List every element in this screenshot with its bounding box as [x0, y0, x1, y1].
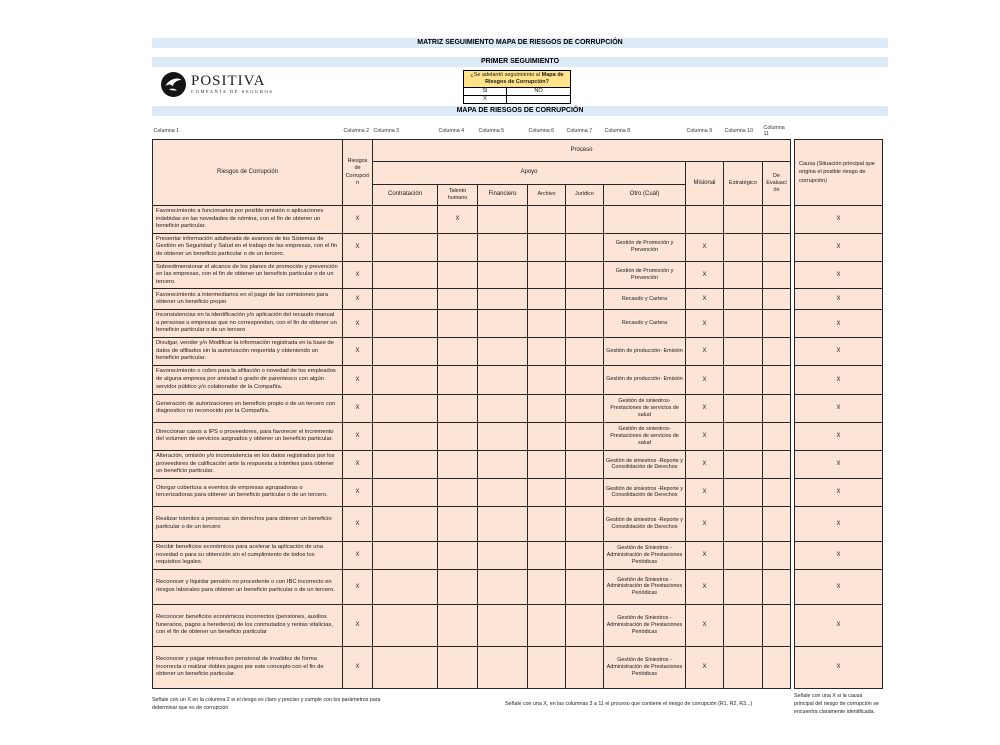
mark-cell-estrategico[interactable]	[724, 422, 763, 450]
risk-row	[153, 310, 883, 338]
mark-cell-de-evaluacion[interactable]	[763, 569, 791, 604]
mark-cell-misional[interactable]: X	[686, 394, 724, 422]
mark-cell-riesgo-corrupcion[interactable]: X	[343, 506, 373, 541]
column-label: Columna 8	[604, 125, 686, 140]
mark-cell-financiero[interactable]	[478, 569, 528, 604]
mark-cell-juridico[interactable]	[566, 541, 604, 569]
risk-description-cell: Reconocer y liquidar pensión no procedente o con IBC incorrecto en riesgos laborales para obtener un beneficio particular o de un tercero.	[153, 569, 343, 604]
mark-cell-financiero[interactable]	[478, 365, 528, 394]
positiva-bird-icon	[160, 71, 187, 98]
otro-process-cell: Gestión de Promoción y Prevención	[604, 233, 686, 261]
risk-row	[153, 506, 883, 541]
risk-row	[153, 233, 883, 261]
mark-cell-causa[interactable]: X	[795, 646, 883, 688]
otro-process-cell: Gestión de Siniestros - Administración de Prestaciones Periódicas	[604, 646, 686, 688]
header-riesgos-col2: Riesgos de Corrupción	[343, 140, 373, 206]
risk-row	[153, 206, 883, 234]
footnote-columns-3-11: Señale con una X, en las columnas 3 a 11 el proceso que contiene el riesgo de corrupción (R1, R2, R3...)	[505, 700, 753, 707]
mark-cell-contratacion[interactable]	[373, 506, 438, 541]
mark-cell-archivo[interactable]	[528, 541, 566, 569]
mark-cell-juridico[interactable]	[566, 261, 604, 289]
mark-cell-estrategico[interactable]	[724, 604, 763, 646]
mark-cell-misional[interactable]: X	[686, 604, 724, 646]
mark-cell-archivo[interactable]	[528, 422, 566, 450]
mark-cell-riesgo-corrupcion[interactable]: X	[343, 206, 373, 234]
mark-cell-causa[interactable]: X	[795, 541, 883, 569]
mark-cell-estrategico[interactable]	[724, 233, 763, 261]
mark-cell-misional[interactable]: X	[686, 422, 724, 450]
mark-cell-riesgo-corrupcion[interactable]: X	[343, 478, 373, 506]
risk-row	[153, 338, 883, 366]
mark-cell-riesgo-corrupcion[interactable]: X	[343, 422, 373, 450]
options-row	[464, 88, 571, 96]
column-label: Columna 6	[528, 125, 566, 140]
mark-cell-juridico[interactable]	[566, 506, 604, 541]
mark-cell-financiero[interactable]	[478, 506, 528, 541]
mark-cell-contratacion[interactable]	[373, 365, 438, 394]
risk-description-cell: Inconsistencias en la identificación y/o aplicación del recaudo manual a personas u empresas que no correspondan, con el fin de obtener un beneficio particular o de un tercero	[153, 310, 343, 338]
mark-cell-estrategico[interactable]	[724, 569, 763, 604]
risk-description-cell: Reconocer beneficios económicos incorrectos (pensiones, auxilios funerarios, pagos a herederos) de los conmutados y rentas vitalicias, con el fin de obtener un beneficio particular	[153, 604, 343, 646]
risk-rows-body	[153, 206, 883, 689]
mark-cell-riesgo-corrupcion[interactable]: X	[343, 604, 373, 646]
otro-process-cell: Gestión de siniestros- Prestaciones de servicios de salud	[604, 422, 686, 450]
column-label: Columna 7	[566, 125, 604, 140]
column-label: Columna 2	[343, 125, 373, 140]
mark-cell-causa[interactable]: X	[795, 422, 883, 450]
mark-cell-riesgo-corrupcion[interactable]: X	[343, 338, 373, 366]
mark-cell-causa[interactable]: X	[795, 310, 883, 338]
header-financiero: Financiero	[478, 185, 528, 206]
mark-cell-contratacion[interactable]	[373, 604, 438, 646]
mark-cell-misional[interactable]: X	[686, 233, 724, 261]
mark-cell-causa[interactable]: X	[795, 338, 883, 366]
otro-process-cell: Recaudo y Cartera	[604, 310, 686, 338]
yes-answer-cell[interactable]: X	[464, 96, 507, 104]
column-label: Columna 10	[724, 125, 763, 140]
mark-cell-causa[interactable]: X	[795, 506, 883, 541]
mark-cell-archivo[interactable]	[528, 394, 566, 422]
mark-cell-archivo[interactable]	[528, 365, 566, 394]
followup-question-box	[463, 70, 571, 104]
worksheet	[152, 38, 888, 738]
mark-cell-archivo[interactable]	[528, 310, 566, 338]
mark-cell-financiero[interactable]	[478, 338, 528, 366]
header-proceso: Proceso	[373, 140, 791, 162]
otro-process-cell: Gestión de siniestros- Prestaciones de servicios de salud	[604, 394, 686, 422]
mark-cell-archivo[interactable]	[528, 450, 566, 478]
risk-description-cell: Reconocer y pagar retroactivo pensional de invalidez de forma incorrecta o realizar dobles pagos por este concepto con el fin de obtener un beneficio particular.	[153, 646, 343, 688]
mark-cell-financiero[interactable]	[478, 206, 528, 234]
mark-cell-de-evaluacion[interactable]	[763, 206, 791, 234]
header-otro: Otro (Cuál)	[604, 185, 686, 206]
header-juridico: Jurídico	[566, 185, 604, 206]
mark-cell-riesgo-corrupcion[interactable]: X	[343, 233, 373, 261]
footnote-causa: Señale con una X si la causa principal del riesgo de corrupción se encuentra claramente identificada.	[794, 692, 879, 715]
mark-cell-juridico[interactable]	[566, 478, 604, 506]
otro-process-cell: Recaudo y Cartera	[604, 289, 686, 310]
mark-cell-financiero[interactable]	[478, 541, 528, 569]
mark-cell-de-evaluacion[interactable]	[763, 338, 791, 366]
header-riesgos-col1: Riesgos de Corrupción	[153, 140, 343, 206]
mark-cell-estrategico[interactable]	[724, 365, 763, 394]
mark-cell-estrategico[interactable]	[724, 338, 763, 366]
logo-tagline: COMPAÑÍA DE SEGUROS	[191, 89, 274, 95]
mark-cell-talento-humano[interactable]	[438, 646, 478, 688]
otro-process-cell	[604, 206, 686, 234]
question-text	[464, 71, 571, 88]
mark-cell-juridico[interactable]	[566, 422, 604, 450]
mark-cell-causa[interactable]: X	[795, 261, 883, 289]
question-row	[464, 71, 571, 88]
mark-cell-contratacion[interactable]	[373, 233, 438, 261]
followup-title-bar: PRIMER SEGUIMIENTO	[152, 57, 888, 67]
mark-cell-talento-humano[interactable]	[438, 289, 478, 310]
mark-cell-juridico[interactable]	[566, 646, 604, 688]
mark-cell-de-evaluacion[interactable]	[763, 478, 791, 506]
mark-cell-misional[interactable]	[686, 206, 724, 234]
otro-process-cell: Gestión de Promoción y Prevención	[604, 261, 686, 289]
header-causa: Causa (Situación principal que origina el posible riesgo de corrupción)	[795, 140, 883, 206]
brand-row	[152, 70, 888, 103]
mark-cell-riesgo-corrupcion[interactable]: X	[343, 365, 373, 394]
mark-cell-archivo[interactable]	[528, 233, 566, 261]
mark-cell-de-evaluacion[interactable]	[763, 365, 791, 394]
column-labels-row	[153, 125, 883, 140]
mark-cell-riesgo-corrupcion[interactable]: X	[343, 646, 373, 688]
mark-cell-riesgo-corrupcion[interactable]: X	[343, 569, 373, 604]
risk-row	[153, 541, 883, 569]
no-answer-cell[interactable]	[506, 96, 570, 104]
header-archivo: Archivo	[528, 185, 566, 206]
header-de-evaluacion: De Evaluación	[763, 162, 791, 206]
question-bold: Mapa de Riesgos de Corrupción?	[485, 72, 564, 86]
mark-cell-juridico[interactable]	[566, 569, 604, 604]
mark-cell-misional[interactable]: X	[686, 261, 724, 289]
mark-cell-contratacion[interactable]	[373, 422, 438, 450]
header-talento-humano: Talento humano	[438, 185, 478, 206]
mark-cell-misional[interactable]: X	[686, 506, 724, 541]
mark-cell-financiero[interactable]	[478, 646, 528, 688]
mark-cell-archivo[interactable]	[528, 338, 566, 366]
mark-cell-financiero[interactable]	[478, 310, 528, 338]
mark-cell-estrategico[interactable]	[724, 541, 763, 569]
mark-cell-talento-humano[interactable]	[438, 394, 478, 422]
mark-cell-contratacion[interactable]	[373, 394, 438, 422]
header-estrategico: Estratégico	[724, 162, 763, 206]
mark-cell-estrategico[interactable]	[724, 506, 763, 541]
risk-row	[153, 289, 883, 310]
mark-cell-estrategico[interactable]	[724, 450, 763, 478]
mark-cell-causa[interactable]: X	[795, 478, 883, 506]
mark-cell-de-evaluacion[interactable]	[763, 646, 791, 688]
mark-cell-de-evaluacion[interactable]	[763, 394, 791, 422]
mark-cell-talento-humano[interactable]	[438, 310, 478, 338]
question-prefix: ¿Se adelantó seguimiento al	[470, 72, 542, 78]
otro-process-cell: Gestión de Siniestros - Administración de Prestaciones Periódicas	[604, 569, 686, 604]
mark-cell-juridico[interactable]	[566, 338, 604, 366]
otro-process-cell: Gestión de Siniestros - Administración de Prestaciones Periódicas	[604, 604, 686, 646]
mark-cell-riesgo-corrupcion[interactable]: X	[343, 394, 373, 422]
mark-cell-riesgo-corrupcion[interactable]: X	[343, 450, 373, 478]
header-misional: Misional	[686, 162, 724, 206]
mark-cell-archivo[interactable]	[528, 261, 566, 289]
mark-cell-juridico[interactable]	[566, 394, 604, 422]
mark-cell-de-evaluacion[interactable]	[763, 422, 791, 450]
mark-cell-de-evaluacion[interactable]	[763, 506, 791, 541]
risk-description-cell: Generación de autorizaciones en beneficio propio o de un tercero con diagnostico no reconocido por la Compañía.	[153, 394, 343, 422]
mark-cell-contratacion[interactable]	[373, 206, 438, 234]
column-label: Columna 4	[438, 125, 478, 140]
mark-cell-talento-humano[interactable]	[438, 569, 478, 604]
mark-cell-estrategico[interactable]	[724, 289, 763, 310]
mark-cell-contratacion[interactable]	[373, 478, 438, 506]
mark-cell-contratacion[interactable]	[373, 310, 438, 338]
mark-cell-contratacion[interactable]	[373, 646, 438, 688]
mark-cell-causa[interactable]: X	[795, 289, 883, 310]
header-contratacion: Contratación	[373, 185, 438, 206]
mark-cell-archivo[interactable]	[528, 478, 566, 506]
matrix-title-bar: MATRIZ SEGUIMIENTO MAPA DE RIESGOS DE CORRUPCIÓN	[152, 38, 888, 48]
column-label: Columna 9	[686, 125, 724, 140]
mark-cell-riesgo-corrupcion[interactable]: X	[343, 310, 373, 338]
column-label: Columna 5	[478, 125, 528, 140]
otro-process-cell: Gestión de siniestros -Reporte y Consolidación de Derechos	[604, 506, 686, 541]
column-label: Columna 1	[153, 125, 343, 140]
mark-cell-juridico[interactable]	[566, 450, 604, 478]
answer-row	[464, 96, 571, 104]
logo-text	[191, 74, 274, 95]
mark-cell-misional[interactable]: X	[686, 450, 724, 478]
risk-description-cell: Otorgar cobertura a eventos de empresas agrupadoras o tercerizadoras para obtener un beneficio particular o de un tercero.	[153, 478, 343, 506]
risk-description-cell: Realizar trámites a personas sin derechos para obtener un beneficio particular o de un tercero	[153, 506, 343, 541]
yes-label-cell: SI	[464, 88, 507, 96]
column-label: Columna 3	[373, 125, 438, 140]
risk-description-cell: Direccionar casos a IPS o proveedores, para favorecer el incremento del volumen de servicios asignados y obtener un beneficio particular.	[153, 422, 343, 450]
mark-cell-misional[interactable]: X	[686, 478, 724, 506]
mark-cell-de-evaluacion[interactable]	[763, 261, 791, 289]
mark-cell-talento-humano[interactable]	[438, 478, 478, 506]
mark-cell-causa[interactable]: X	[795, 450, 883, 478]
mark-cell-archivo[interactable]	[528, 604, 566, 646]
mark-cell-causa[interactable]: X	[795, 206, 883, 234]
mark-cell-juridico[interactable]	[566, 310, 604, 338]
mark-cell-estrategico[interactable]	[724, 261, 763, 289]
mark-cell-talento-humano[interactable]	[438, 233, 478, 261]
mark-cell-financiero[interactable]	[478, 450, 528, 478]
otro-process-cell: Gestión de siniestros -Reporte y Consolidación de Derechos	[604, 478, 686, 506]
mark-cell-misional[interactable]: X	[686, 289, 724, 310]
column-label-empty	[795, 125, 883, 140]
risk-description-cell: Recibir beneficios económicos para acelerar la aplicación de una novedad o para su obtención sin el cumplimiento de todos los requisitos legales.	[153, 541, 343, 569]
mark-cell-de-evaluacion[interactable]	[763, 310, 791, 338]
mark-cell-talento-humano[interactable]	[438, 422, 478, 450]
footnote-column2: Señale con un X en la columna 2 si el riesgo es claro y preciso y cumple con los parámetros para determinar que es de corrupción	[152, 696, 381, 711]
column-label: Columna 11	[763, 125, 791, 140]
mark-cell-de-evaluacion[interactable]	[763, 450, 791, 478]
mark-cell-contratacion[interactable]	[373, 541, 438, 569]
mark-cell-contratacion[interactable]	[373, 569, 438, 604]
mark-cell-talento-humano[interactable]	[438, 604, 478, 646]
mark-cell-talento-humano[interactable]	[438, 365, 478, 394]
no-label-cell: NO	[506, 88, 570, 96]
mark-cell-financiero[interactable]	[478, 289, 528, 310]
mark-cell-archivo[interactable]	[528, 506, 566, 541]
risk-matrix-table	[152, 125, 883, 689]
mark-cell-misional[interactable]: X	[686, 569, 724, 604]
mark-cell-misional[interactable]: X	[686, 541, 724, 569]
mark-cell-juridico[interactable]	[566, 289, 604, 310]
mark-cell-contratacion[interactable]	[373, 289, 438, 310]
logo-name: POSITIVA	[191, 73, 266, 90]
risk-row	[153, 450, 883, 478]
map-section-bar: MAPA DE RIESGOS DE CORRUPCIÓN	[152, 106, 888, 116]
otro-process-cell: Gestión de producción- Emisión	[604, 338, 686, 366]
mark-cell-estrategico[interactable]	[724, 206, 763, 234]
mark-cell-talento-humano[interactable]	[438, 541, 478, 569]
mark-cell-juridico[interactable]	[566, 365, 604, 394]
mark-cell-archivo[interactable]	[528, 206, 566, 234]
positiva-logo	[160, 71, 274, 98]
otro-process-cell: Gestión de producción- Emisión	[604, 365, 686, 394]
mark-cell-financiero[interactable]	[478, 422, 528, 450]
header-apoyo: Apoyo	[373, 162, 686, 185]
risk-description-cell: Divulgar, vender y/o Modificar la información registrada en la base de datos de afiliados sin la autorización requerida y obteniendo un beneficio particular.	[153, 338, 343, 366]
risk-row	[153, 261, 883, 289]
mark-cell-estrategico[interactable]	[724, 310, 763, 338]
mark-cell-financiero[interactable]	[478, 478, 528, 506]
mark-cell-talento-humano[interactable]	[438, 338, 478, 366]
mark-cell-contratacion[interactable]	[373, 261, 438, 289]
mark-cell-riesgo-corrupcion[interactable]: X	[343, 541, 373, 569]
risk-description-cell: Sobredimensionar el alcance de los planes de promoción y prevención en las empresas, con el fin de obtener un beneficio particular o de un tercero.	[153, 261, 343, 289]
mark-cell-causa[interactable]: X	[795, 365, 883, 394]
mark-cell-juridico[interactable]	[566, 604, 604, 646]
risk-description-cell: Favorecimiento a intermediarios en el pago de las comisiones para obtener un beneficio propio	[153, 289, 343, 310]
mark-cell-riesgo-corrupcion[interactable]: X	[343, 289, 373, 310]
risk-row	[153, 422, 883, 450]
risk-description-cell: Presentar información adulterada de avances de los Sistemas de Gestión en Seguridad y Salud en el trabajo de las empresas, con el fin de obtener un beneficio particular o de un tercero.	[153, 233, 343, 261]
mark-cell-estrategico[interactable]	[724, 478, 763, 506]
risk-row	[153, 569, 883, 604]
mark-cell-estrategico[interactable]	[724, 394, 763, 422]
mark-cell-contratacion[interactable]	[373, 450, 438, 478]
footnotes	[152, 693, 888, 738]
otro-process-cell: Gestión de siniestros -Reporte y Consolidación de Derechos	[604, 450, 686, 478]
mark-cell-misional[interactable]: X	[686, 365, 724, 394]
risk-row	[153, 365, 883, 394]
mark-cell-de-evaluacion[interactable]	[763, 289, 791, 310]
mark-cell-archivo[interactable]	[528, 289, 566, 310]
mark-cell-talento-humano[interactable]	[438, 450, 478, 478]
risk-row	[153, 604, 883, 646]
header-row-proceso	[153, 140, 883, 162]
mark-cell-misional[interactable]: X	[686, 338, 724, 366]
mark-cell-de-evaluacion[interactable]	[763, 604, 791, 646]
mark-cell-riesgo-corrupcion[interactable]: X	[343, 261, 373, 289]
mark-cell-financiero[interactable]	[478, 604, 528, 646]
mark-cell-misional[interactable]: X	[686, 646, 724, 688]
mark-cell-causa[interactable]: X	[795, 394, 883, 422]
risk-row	[153, 646, 883, 688]
mark-cell-causa[interactable]: X	[795, 604, 883, 646]
risk-description-cell: Alteración, omisión y/o inconsistencia en los datos registrados por los proveedores de calificación ante la respuesta a trámites para obtener un beneficio particular.	[153, 450, 343, 478]
otro-process-cell: Gestión de Siniestros - Administración de Prestaciones Periódicas	[604, 541, 686, 569]
mark-cell-financiero[interactable]	[478, 233, 528, 261]
mark-cell-causa[interactable]: X	[795, 233, 883, 261]
mark-cell-financiero[interactable]	[478, 261, 528, 289]
risk-description-cell: Favorecimiento o cobro para la afiliación o novedad de los empleados de alguna empresa por amistad o grado de parentesco con algún servidor público y/o colaborador de la Compañía.	[153, 365, 343, 394]
risk-description-cell: Favorecimiento a funcionarios por posible omisión o aplicaciones indebidas en las novedades de nómina, con el fin de obtener un beneficio particular.	[153, 206, 343, 234]
mark-cell-misional[interactable]: X	[686, 310, 724, 338]
mark-cell-causa[interactable]: X	[795, 569, 883, 604]
mark-cell-financiero[interactable]	[478, 394, 528, 422]
mark-cell-juridico[interactable]	[566, 206, 604, 234]
mark-cell-de-evaluacion[interactable]	[763, 541, 791, 569]
risk-row	[153, 394, 883, 422]
mark-cell-archivo[interactable]	[528, 569, 566, 604]
mark-cell-de-evaluacion[interactable]	[763, 233, 791, 261]
mark-cell-talento-humano[interactable]	[438, 506, 478, 541]
mark-cell-estrategico[interactable]	[724, 646, 763, 688]
mark-cell-contratacion[interactable]	[373, 338, 438, 366]
mark-cell-talento-humano[interactable]: X	[438, 206, 478, 234]
mark-cell-archivo[interactable]	[528, 646, 566, 688]
risk-row	[153, 478, 883, 506]
mark-cell-talento-humano[interactable]	[438, 261, 478, 289]
mark-cell-juridico[interactable]	[566, 233, 604, 261]
